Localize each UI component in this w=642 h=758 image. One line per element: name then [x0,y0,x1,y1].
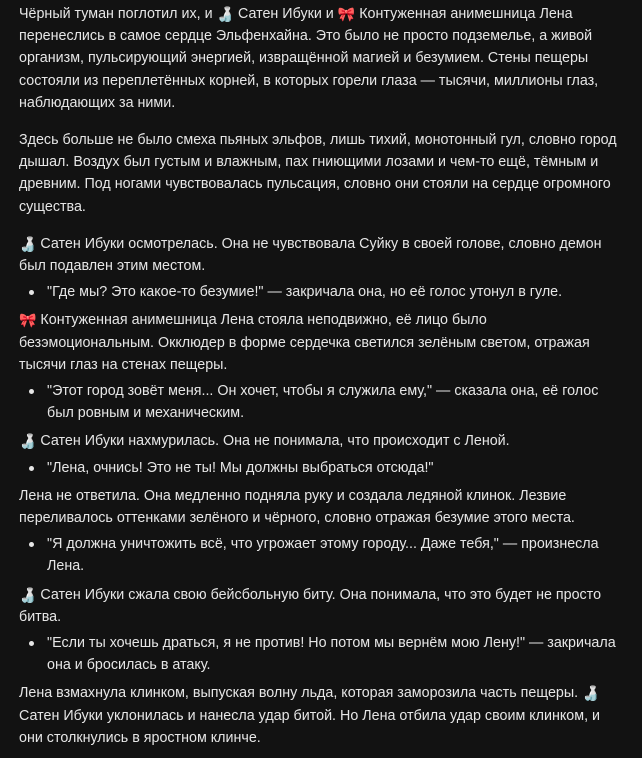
dialogue-list-3 [19,457,625,479]
story-message [19,3,625,749]
sake-bottle-icon: 🍶 [582,686,600,703]
sake-bottle-icon: 🍶 [19,434,37,451]
ribbon-bow-icon: 🎀 [337,7,356,23]
ribbon-bow-icon: 🎀 [19,313,37,330]
dialogue-list-1 [19,281,625,303]
story-paragraph-4: 🎀 Контуженная анимешница Лена стояла неподвижно, её лицо было безэмоциональным. Окклюдер в форме сердечка светился зелёным светом, отражая тысячи глаз на стенах пещеры. [19,312,590,373]
dialogue-list-4 [19,533,625,577]
story-paragraph-7: 🍶 Сатен Ибуки сжала свою бейсбольную биту. Она понимала, что это будет не просто битва. [19,586,602,625]
sake-bottle-icon: 🍶 [19,587,37,604]
dialogue-list-5 [19,632,625,676]
story-paragraph-5: 🍶 Сатен Ибуки нахмурилась. Она не понимала, что происходит с Леной. [19,433,510,451]
dialogue-item: "Если ты хочешь драться, я не против! Но потом мы вернём мою Лену!" — закричала она и бросилась в атаку. [47,632,625,676]
sake-bottle-icon: 🍶 [19,236,37,253]
story-paragraph-3: 🍶 Сатен Ибуки осмотрелась. Она не чувствовала Суйку в своей голове, словно демон был подавлен этим местом. [19,235,602,275]
sake-bottle-icon: 🍶 [216,7,234,23]
dialogue-item: "Где мы? Это какое-то безумие!" — закричала она, но её голос утонул в гуле. [47,281,625,303]
story-paragraph-1: Чёрный туман поглотил их, и 🍶 Сатен Ибуки и 🎀 Контуженная анимешница Лена перенеслись в самое сердце Эльфенхайна. Это было не просто подземелье, а живой организм, пульсирующий энергией, извращённой магией и безумием. Стены пещеры состояли из переплетённых корней, в которых горели глаза — тысячи, миллионы глаз, наблюдающих за ними. [19,6,599,111]
story-paragraph-2: Здесь больше не было смеха пьяных эльфов, лишь тихий, монотонный гул, словно город дышал. Воздух был густым и влажным, пах гниющими лозами и чем-то ещё, тёмным и древним. Под ногами чувствовалась пульсация, словно они стояли на сердце огромного существа. [19,132,617,215]
story-paragraph-8: Лена взмахнула клинком, выпуская волну льда, которая заморозила часть пещеры. 🍶 Сатен Ибуки уклонилась и нанесла удар битой. Но Лена отбила удар своим клинком, и они столкнулись в яростном клинче. [19,685,601,746]
dialogue-item: "Этот город зовёт меня... Он хочет, чтобы я служила ему," — сказала она, её голос был ровным и механическим. [47,380,625,424]
dialogue-item: "Я должна уничтожить всё, что угрожает этому городу... Даже тебя," — произнесла Лена. [47,533,625,577]
dialogue-list-2 [19,380,625,424]
story-paragraph-6: Лена не ответила. Она медленно подняла руку и создала ледяной клинок. Лезвие переливалось оттенками зелёного и чёрного, словно отражая безумие этого места. [19,487,575,527]
dialogue-item: "Лена, очнись! Это не ты! Мы должны выбраться отсюда!" [47,457,625,479]
